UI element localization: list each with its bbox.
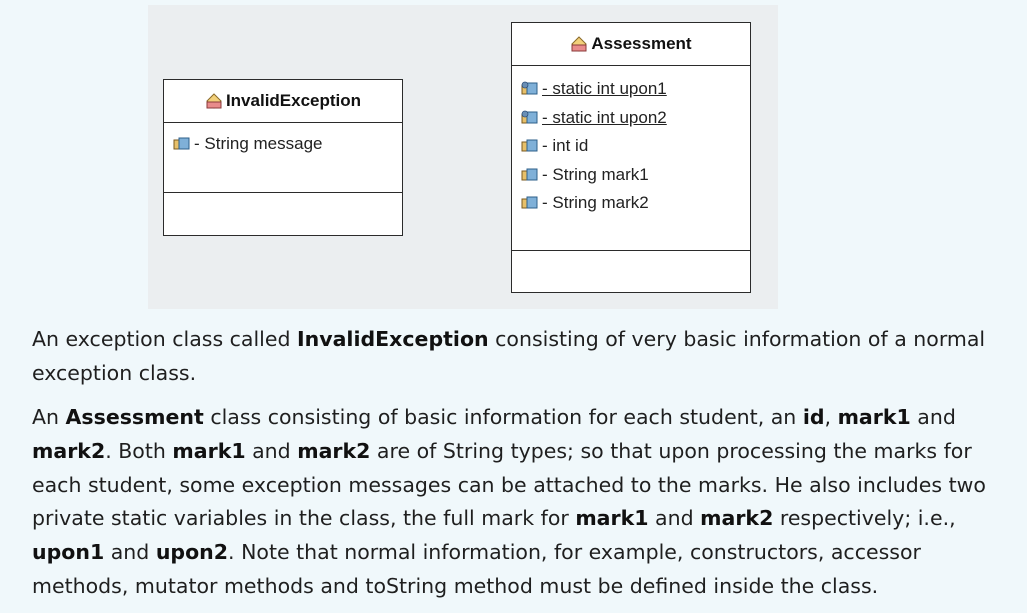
attribute-text: - int id [542, 136, 589, 156]
field-icon [521, 138, 538, 154]
bold-term: Assessment [65, 405, 204, 429]
attributes-compartment [512, 66, 750, 251]
text-run: and [910, 405, 956, 429]
bold-term: upon2 [155, 540, 229, 565]
assessment-class-box [511, 22, 751, 293]
text-run: An [32, 405, 66, 429]
text-run: consisting of very basic information of a normal exception class. [32, 327, 986, 385]
text-run: and [245, 438, 298, 463]
class-name: Assessment [591, 34, 692, 53]
field-icon [521, 167, 538, 183]
bold-term: mark2 [297, 438, 371, 463]
attribute-text: - String mark1 [542, 164, 649, 184]
bold-term: mark2 [700, 506, 774, 531]
attribute-row [512, 75, 750, 104]
bold-term: mark1 [837, 405, 911, 429]
attribute-text: - static int upon1 [542, 79, 667, 99]
attribute-text: - String message [194, 134, 323, 154]
bold-term: id [802, 405, 825, 429]
attribute-text: - static int upon2 [542, 107, 667, 127]
text-run: , [824, 405, 838, 429]
text-run: class consisting of basic information for each student, an [203, 405, 803, 429]
text-run: are of String types; so that upon processing the marks for each student, some exception messages can be attached to the marks. He also includes two private static variables in the class, the full mark for [32, 438, 986, 531]
text-run: and [104, 540, 156, 565]
class-icon [570, 36, 588, 52]
text-run: An exception class called [32, 327, 298, 351]
class-icon [205, 93, 223, 109]
invalid-exception-class-box [163, 79, 403, 236]
field-icon [173, 136, 190, 152]
attribute-row [512, 189, 750, 218]
static-field-icon [521, 81, 538, 97]
static-field-icon [521, 110, 538, 126]
text-run: . Both [105, 438, 173, 463]
paragraph-invalid-exception [32, 323, 1017, 391]
class-header [512, 23, 750, 66]
attribute-row [164, 130, 402, 159]
field-icon [521, 195, 538, 211]
class-header [164, 80, 402, 123]
bold-term: mark1 [575, 506, 649, 531]
text-run: respectively; i.e., [773, 506, 956, 531]
text-run: and [648, 506, 701, 531]
text-run: . Note that normal information, for example, constructors, accessor methods, mutator methods and toString method must be defined inside the class. [32, 540, 921, 598]
paragraph-assessment [32, 401, 1017, 604]
bold-term: mark1 [172, 438, 246, 463]
class-name: InvalidException [225, 91, 362, 110]
attribute-row [512, 104, 750, 133]
bold-term: InvalidException [297, 327, 489, 351]
attribute-row [512, 132, 750, 161]
bold-term: mark2 [32, 438, 106, 463]
attribute-row [512, 161, 750, 190]
bold-term: upon1 [32, 540, 105, 565]
attribute-text: - String mark2 [542, 193, 649, 213]
uml-class-diagram [148, 5, 778, 309]
attributes-compartment [164, 123, 402, 193]
